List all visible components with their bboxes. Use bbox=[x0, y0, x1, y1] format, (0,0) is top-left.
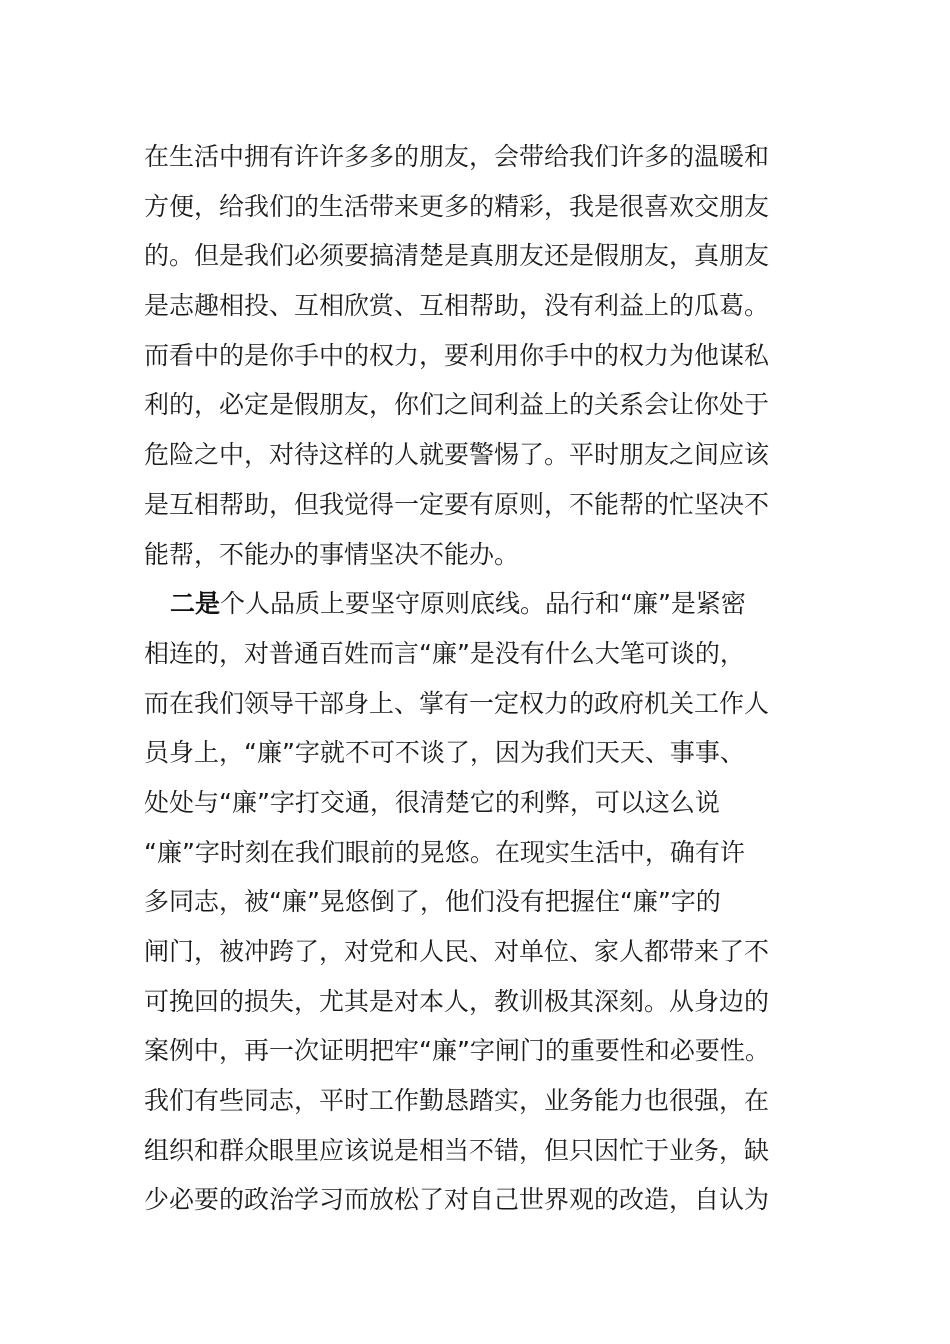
paragraph-friends bbox=[144, 132, 804, 579]
paragraph-line: “廉”字时刻在我们眼前的晃悠。在现实生活中，确有许 bbox=[144, 837, 745, 867]
section-heading: 二是 bbox=[170, 589, 221, 619]
paragraph-line: 员身上，“廉”字就不可不谈了，因为我们天天、事事、 bbox=[144, 738, 745, 768]
paragraph-line: 而看中的是你手中的权力，要利用你手中的权力为他谋私 bbox=[144, 340, 770, 370]
paragraph-line: 闸门，被冲跨了，对党和人民、对单位、家人都带来了不 bbox=[144, 937, 770, 966]
paragraph-line: 组织和群众眼里应该说是相当不错，但只因忙于业务，缺 bbox=[144, 1135, 770, 1165]
paragraph-line: 可挽回的损失，尤其是对本人，教训极其深刻。从身边的 bbox=[144, 986, 770, 1016]
paragraph-line: 的。但是我们必须要搞清楚是真朋友还是假朋友，真朋友 bbox=[144, 241, 770, 271]
paragraph-line: 我们有些同志，平时工作勤恳踏实，业务能力也很强，在 bbox=[144, 1086, 770, 1116]
document-body bbox=[144, 132, 804, 1225]
paragraph-line: 能帮，不能办的事情坚决不能办。 bbox=[144, 539, 520, 569]
paragraph-line: 少必要的政治学习而放松了对自己世界观的改造，自认为 bbox=[144, 1185, 770, 1215]
paragraph-line: 危险之中，对待这样的人就要警惕了。平时朋友之间应该 bbox=[144, 440, 770, 470]
paragraph-first-line bbox=[144, 579, 804, 629]
paragraph-line: 是志趣相投、互相欣赏、互相帮助，没有利益上的瓜葛。 bbox=[144, 291, 770, 321]
paragraph-line: 多同志，被“廉”晃悠倒了，他们没有把握住“廉”字的 bbox=[144, 887, 721, 917]
paragraph-line: 案例中，再一次证明把牢“廉”字闸门的重要性和必要性。 bbox=[144, 1036, 770, 1066]
paragraph-line: 处处与“廉”字打交通，很清楚它的利弊，可以这么说 bbox=[144, 787, 720, 817]
paragraph-line: 利的，必定是假朋友，你们之间利益上的关系会让你处于 bbox=[144, 390, 770, 420]
paragraph-line: 在生活中拥有许许多多的朋友，会带给我们许多的温暖和 bbox=[144, 142, 770, 171]
paragraph-line: 方便，给我们的生活带来更多的精彩，我是很喜欢交朋友 bbox=[144, 191, 770, 221]
paragraph-personal-quality bbox=[144, 579, 804, 1225]
paragraph-line: 相连的，对普通百姓而言“廉”是没有什么大笔可谈的， bbox=[144, 638, 745, 668]
paragraph-line: 而在我们领导干部身上、掌有一定权力的政府机关工作人 bbox=[144, 688, 770, 718]
paragraph-line-text: 个人品质上要坚守原则底线。品行和“廉”是紧密 bbox=[220, 589, 746, 619]
paragraph-line: 是互相帮助，但我觉得一定要有原则，不能帮的忙坚决不 bbox=[144, 489, 770, 519]
